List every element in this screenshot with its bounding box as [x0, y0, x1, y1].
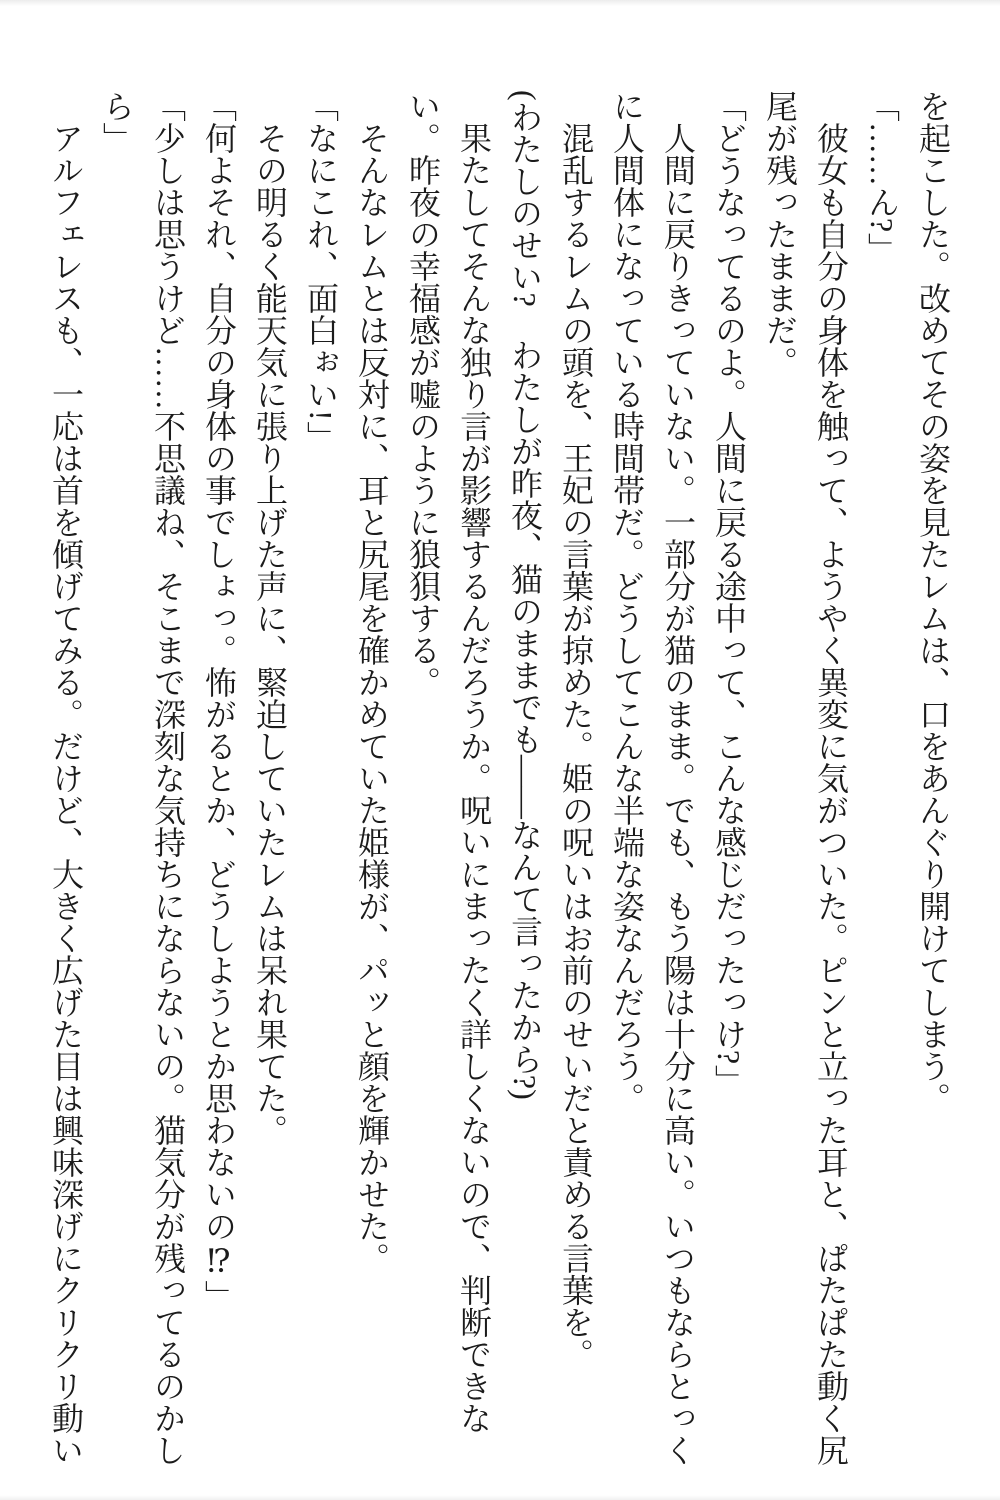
paragraph: (わたしのせい? わたしが昨夜、猫のままでも——なんて言ったから?): [507, 90, 543, 1100]
paragraph: を起こした。改めてその姿を見たレムは、口をあんぐり開けてしまう。: [915, 90, 951, 1114]
paragraph: その明るく能天気に張り上げた声に、緊迫していたレムは呆れ果てた。: [252, 122, 288, 1146]
paragraph: アルフェレスも、一応は首を傾げてみる。だけど、大きく広げた目は興味深げにクリクリ動い: [48, 122, 84, 1466]
paragraph: 「何よそれ、自分の身体の事でしょっ。怖がるとか、どうしようとか思わないの⁉」: [201, 90, 237, 1312]
paragraph: 果たしてそんな独り言が影響するんだろうか。呪いにまったく詳しくないので、判断できない。昨夜の幸福感が嘘のように狼狽する。: [405, 90, 492, 1434]
paragraph: そんなレムとは反対に、耳と尻尾を確かめていた姫様が、パッと顔を輝かせた。: [354, 122, 390, 1274]
paragraph: 「なにこれ、面白ぉい!」: [303, 90, 339, 453]
paragraph: 人間に戻りきっていない。一部分が猫のまま。でも、もう陽は十分に高い。いつもならとっくに人間体になっている時間帯だ。どうしてこんな半端な姿なんだろう。: [609, 90, 696, 1466]
paragraph: 「どうなってるのよ。人間に戻る途中って、こんな感じだったっけ?」: [711, 90, 747, 1097]
page-top-edge-shadow: [0, 0, 1000, 6]
paragraph: 「……ん?」: [864, 90, 900, 265]
paragraph: 「少しは思うけど……不思議ね、そこまで深刻な気持ちにならないの。猫気分が残ってるのかしら」: [99, 90, 186, 1466]
page-bottom-edge-shadow: [0, 1495, 1000, 1500]
paragraph: 彼女も自分の身体を触って、ようやく異変に気がついた。ピンと立った耳と、ぱたぱた動く尻尾が残ったままだ。: [762, 90, 849, 1466]
text-area: [40, 90, 958, 1468]
paragraph: 混乱するレムの頭を、王妃の言葉が掠めた。姫の呪いはお前のせいだと責める言葉を。: [558, 122, 594, 1370]
